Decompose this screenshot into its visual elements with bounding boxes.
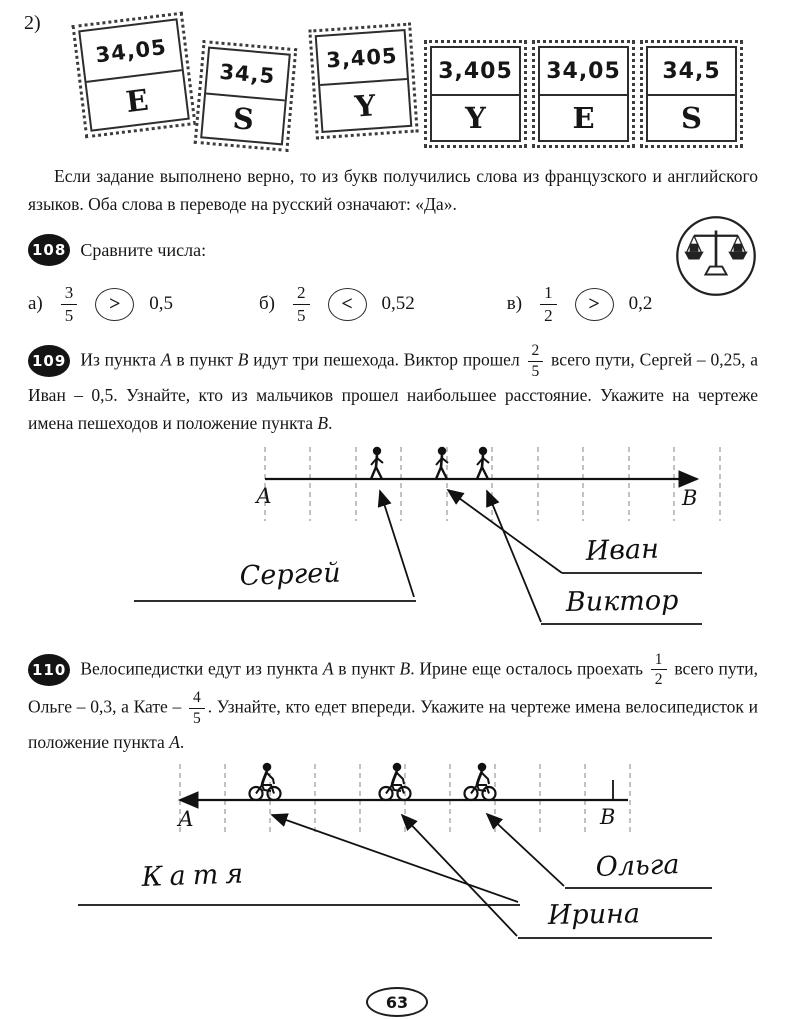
stamp-letter: Y	[432, 94, 519, 140]
pointer-arrow	[487, 814, 564, 886]
problem-108-header	[28, 234, 758, 266]
cyclist-figure	[465, 763, 496, 800]
comparison-item-a	[28, 283, 173, 325]
handwritten-name-ivan: Иван	[585, 533, 660, 567]
pointer-arrow	[272, 815, 518, 902]
stamp-frame	[538, 46, 629, 142]
fraction	[61, 283, 78, 325]
pointer-arrow	[380, 491, 414, 597]
stamp-tilted-2	[194, 40, 298, 152]
stamp-answer-1	[424, 40, 527, 148]
fraction-numerator: 2	[528, 342, 544, 362]
text-run: всего пути, Сергей – 0,25, а Иван – 0,5. Узнайте, кто из мальчиков прошел наибольшее расстояние. Укажите на чертеже имена пешеходов и положение пункта	[28, 349, 759, 433]
point-b-label: В	[600, 804, 616, 829]
fraction-numerator: 4	[189, 689, 205, 709]
pedestrian-figure	[371, 446, 383, 478]
page-number: 63	[366, 987, 428, 1017]
scales-icon	[672, 212, 760, 300]
text-run: . Ирине еще осталось проехать	[410, 657, 648, 678]
point-variable: А	[169, 731, 180, 752]
comparison-label: а)	[28, 293, 43, 314]
stamp-tilted-3	[308, 23, 418, 140]
fraction-numerator: 1	[651, 651, 667, 671]
text-run: в пункт	[333, 657, 400, 678]
fraction-denominator: 2	[544, 305, 553, 325]
stamp-frame	[315, 29, 413, 133]
task-item-label: 2)	[24, 12, 41, 34]
point-b-label: В	[682, 485, 698, 510]
problem-number-badge: 108	[28, 234, 70, 266]
stamp-value: 34,5	[218, 59, 277, 89]
handwritten-name-olga: Ольга	[595, 848, 680, 883]
point-variable: В	[399, 657, 411, 678]
problem-109-text	[28, 342, 758, 437]
text-run: .	[179, 731, 185, 752]
fraction-denominator: 2	[654, 671, 663, 689]
fraction	[293, 283, 310, 325]
decimal-value: 0,2	[628, 293, 653, 314]
stamp-tilted-1	[71, 12, 196, 139]
cyclist-figure	[250, 763, 281, 800]
text-run: . Узнайте, кто едет впереди. Укажите на чертеже имена велосипедисток и положение пункта	[28, 696, 758, 752]
point-variable: А	[160, 349, 172, 370]
stamp-frame	[430, 46, 521, 142]
comparison-sign-oval: <	[328, 288, 367, 321]
text-run: в пункт	[171, 349, 238, 370]
point-a-label: А	[178, 806, 194, 831]
text-run: .	[328, 412, 333, 433]
handwritten-name-sergey: Сергей	[239, 557, 342, 592]
fraction	[189, 689, 205, 728]
comparison-row	[28, 280, 758, 328]
grid-dashed-lines	[265, 447, 720, 521]
cyclist-diagram	[70, 758, 750, 954]
fraction-numerator: 3	[61, 283, 78, 305]
fraction	[651, 651, 667, 690]
fraction-denominator: 5	[192, 710, 201, 728]
comparison-item-b	[259, 283, 415, 325]
stamp-letter: S	[202, 93, 285, 144]
stamp-answer-2	[532, 40, 635, 148]
stamp-letter: E	[540, 94, 627, 140]
comparison-sign-oval: >	[95, 288, 134, 321]
stamp-letter: S	[648, 94, 735, 140]
stamp-frame	[646, 46, 737, 142]
fraction-denominator: 5	[64, 305, 74, 325]
comparison-sign-oval: >	[575, 288, 614, 321]
stamp-frame	[200, 47, 291, 146]
stamps-answer-group	[424, 40, 743, 148]
decimal-value: 0,5	[149, 293, 174, 314]
fraction-denominator: 5	[297, 305, 306, 325]
cyclist-figure	[380, 763, 411, 800]
fraction	[540, 283, 557, 325]
fraction-numerator: 2	[293, 283, 310, 305]
text-run: идут три пешехода. Виктор прошел	[248, 349, 525, 370]
stamp-value: 3,405	[325, 43, 399, 73]
pedestrian-diagram	[120, 439, 794, 637]
problem-number-badge: 109	[28, 345, 70, 377]
handwritten-name-katya: Катя	[141, 858, 251, 893]
comparison-label: в)	[506, 293, 523, 314]
pointer-arrow	[487, 491, 541, 622]
text-run: всего пути, Ольге – 0,3, а Кате –	[28, 657, 758, 717]
pedestrian-figure	[436, 446, 448, 478]
point-variable: В	[317, 412, 329, 433]
comparison-label: б)	[259, 293, 276, 314]
handwritten-name-viktor: Виктор	[565, 584, 679, 618]
stamps-section	[24, 6, 758, 158]
intro-paragraph: Если задание выполнено верно, то из букв получились слова из французского и английского языков. Оба слова в переводе на русский означают: «Да».	[28, 166, 758, 214]
fraction-numerator: 1	[540, 283, 557, 305]
comparison-item-v	[507, 283, 653, 325]
fraction	[528, 342, 544, 381]
stamp-answer-3	[640, 40, 743, 148]
problem-number-badge: 110	[28, 654, 70, 686]
point-variable: А	[322, 657, 334, 678]
stamp-letter: E	[86, 69, 187, 129]
decimal-value: 0,52	[381, 293, 415, 314]
stamp-value: 34,5	[662, 58, 721, 84]
text-run: Из пункта	[80, 349, 161, 370]
pointer-arrow	[402, 815, 517, 936]
stamp-value: 3,405	[438, 58, 513, 84]
stamp-frame	[78, 18, 190, 131]
pointer-arrow	[448, 490, 562, 573]
problem-110-text	[28, 651, 758, 756]
pedestrian-figure	[477, 446, 489, 478]
fraction-denominator: 5	[531, 362, 540, 380]
point-variable: В	[237, 349, 249, 370]
problem-title: Сравните числа:	[80, 239, 207, 260]
text-run: Велосипедистки едут из пункта	[80, 657, 323, 678]
handwritten-name-irina: Ирина	[547, 898, 641, 931]
stamp-value: 34,05	[94, 34, 168, 68]
point-a-label: А	[256, 483, 272, 508]
stamp-letter: Y	[320, 78, 410, 131]
stamp-value: 34,05	[546, 58, 621, 84]
